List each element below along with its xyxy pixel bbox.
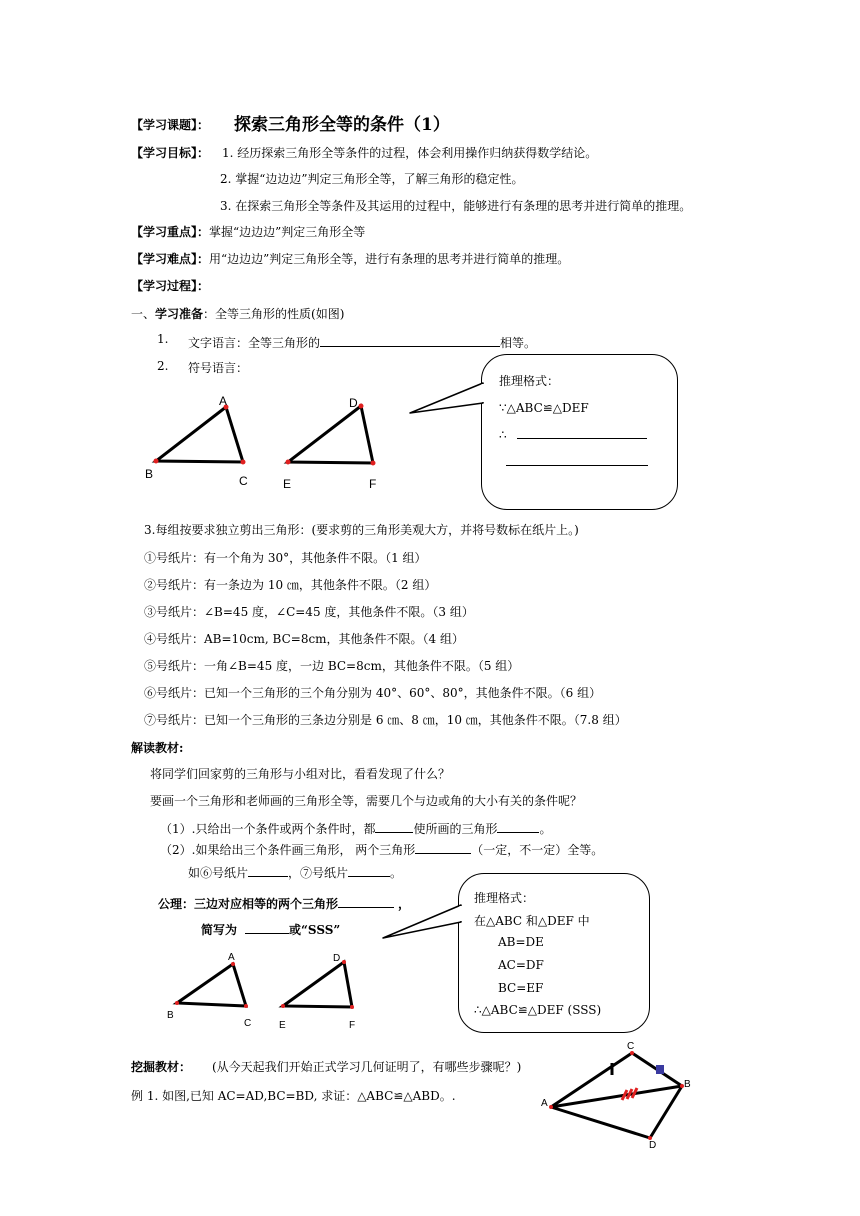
reading-q3-b: ，⑦号纸片	[288, 866, 349, 880]
difficulty-label: 【学习难点】：	[131, 252, 210, 266]
bubble-2-line-2: AB=DE	[498, 935, 544, 949]
prep-item-2-num: 2.	[157, 359, 169, 373]
reading-q2-b: （一定，不一定）全等。	[471, 843, 604, 857]
goal-1: 1. 经历探索三角形全等条件的过程，体会利用操作归纳获得数学结论。	[222, 146, 598, 160]
axiom-label-e: E	[279, 1020, 286, 1031]
example-label-a: A	[541, 1098, 548, 1109]
bubble-1-therefore: ∴	[499, 428, 507, 442]
key-label: 【学习重点】：	[131, 225, 210, 239]
label-b: B	[145, 467, 154, 481]
example-1: 例 1. 如图,已知 AC=AD,BC=BD, 求证：△ABC≌△ABD。.	[131, 1089, 456, 1103]
example-label-d: D	[649, 1140, 657, 1151]
cutting-item-7: ⑦号纸片：已知一个三角形的三条边分别是 6 ㎝、8 ㎝，10 ㎝，其他条件不限。（7.8 组）	[144, 713, 627, 727]
page-title: 探索三角形全等的条件（1）	[234, 115, 450, 135]
label-f: F	[369, 477, 377, 491]
axiom-label-f: F	[349, 1020, 356, 1031]
bubble-2-line-3: AC=DF	[498, 958, 544, 972]
example-point-a	[549, 1105, 553, 1109]
example-label-c: C	[627, 1041, 635, 1052]
bubble-1-line-1: ∵△ABC≌△DEF	[499, 401, 589, 415]
goals-label: 【学习目标】：	[131, 146, 210, 160]
cutting-item-6: ⑥号纸片：已知一个三角形的三个角分别为 40°、60°、80°，其他条件不限。（6 组）	[144, 686, 602, 700]
topic-label: 【学习课题】：	[131, 118, 210, 132]
axiom-label-c: C	[244, 1018, 252, 1029]
reading-q1-b: 使所画的三角形	[413, 822, 498, 836]
cutting-item-2: ②号纸片：有一条边为 10 ㎝，其他条件不限。（2 组）	[144, 578, 437, 592]
cutting-intro: 3.每组按要求独立剪出三角形：(要求剪的三角形美观大方，并将号数标在纸片上。)	[144, 523, 579, 537]
example-label-b: B	[684, 1079, 691, 1090]
dig-note: (从今天起我们开始正式学习几何证明了，有哪些步骤呢？)	[212, 1060, 522, 1074]
reading-heading: 解读教材:	[131, 741, 184, 755]
dig-heading: 挖掘教材：	[131, 1060, 192, 1074]
reading-p2: 要画一个三角形和老师画的三角形全等，需要几个与边或角的大小有关的条件呢？	[150, 794, 583, 808]
axiom-label-b: B	[167, 1010, 174, 1021]
reading-q1-a: （1）.只给出一个条件或两个条件时，都	[160, 822, 376, 836]
reading-q3-c: 。	[390, 866, 403, 880]
goal-2: 2. 掌握“边边边”判定三角形全等，了解三角形的稳定性。	[220, 172, 524, 186]
cutting-item-4: ④号纸片：AB=10cm, BC=8cm，其他条件不限。（4 组）	[144, 632, 464, 646]
bubble-1-title: 推理格式：	[499, 374, 560, 388]
prep-heading-prefix: 一、	[131, 307, 156, 321]
bubble-2-line-5: ∴△ABC≌△DEF (SSS)	[474, 1003, 602, 1017]
label-a: A	[219, 394, 228, 408]
axiom-label-a: A	[228, 952, 235, 963]
label-e: E	[283, 477, 292, 491]
cutting-item-1: ①号纸片：有一个角为 30°，其他条件不限。（1 组）	[144, 551, 427, 565]
reading-p1: 将同学们回家剪的三角形与小组对比，看看发现了什么？	[150, 767, 451, 781]
cutting-item-3: ③号纸片：∠B=45 度，∠C=45 度，其他条件不限。（3 组）	[144, 605, 474, 619]
cutting-item-5: ⑤号纸片：一角∠B=45 度，一边 BC=8cm，其他条件不限。（5 组）	[144, 659, 520, 673]
bubble-2-line-4: BC=EF	[498, 981, 544, 995]
prep-item-1-num: 1.	[157, 332, 169, 346]
prep-item-1-text-a: 文字语言：全等三角形的	[188, 336, 321, 350]
axiom-line-1-b: ，	[398, 897, 411, 911]
difficulty-text: 用“边边边”判定三角形全等，进行有条理的思考并进行简单的推理。	[209, 252, 570, 266]
prep-heading-rest: ：全等三角形的性质(如图)	[203, 307, 345, 321]
process-label: 【学习过程】：	[131, 279, 210, 293]
axiom-line-2-a: 简写为	[201, 923, 238, 937]
goal-3: 3. 在探索三角形全等条件及其运用的过程中，能够进行有条理的思考并进行简单的推理。	[220, 199, 692, 213]
reading-q3-a: 如⑥号纸片	[188, 866, 249, 880]
axiom-line-2-b: 或“SSS”	[289, 923, 341, 937]
bubble-2-line-1: 在△ABC 和△DEF 中	[474, 914, 590, 928]
prep-heading-bold: 学习准备	[155, 307, 204, 321]
diagonal-ab	[551, 1086, 682, 1107]
label-d: D	[349, 396, 358, 410]
reading-q2-a: （2）.如果给出三个条件画三角形， 两个三角形	[160, 843, 416, 857]
tick-cb	[656, 1065, 664, 1074]
axiom-line-1-a: 公理：三边对应相等的两个三角形	[158, 897, 339, 911]
prep-item-1-text-b: 相等。	[500, 336, 537, 350]
axiom-label-d: D	[333, 953, 341, 964]
label-c: C	[239, 474, 248, 488]
bubble-2-title: 推理格式：	[474, 891, 535, 905]
reading-q1-c: 。	[539, 822, 552, 836]
key-text: 掌握“边边边”判定三角形全等	[209, 225, 366, 239]
prep-item-2: 符号语言：	[188, 361, 249, 375]
